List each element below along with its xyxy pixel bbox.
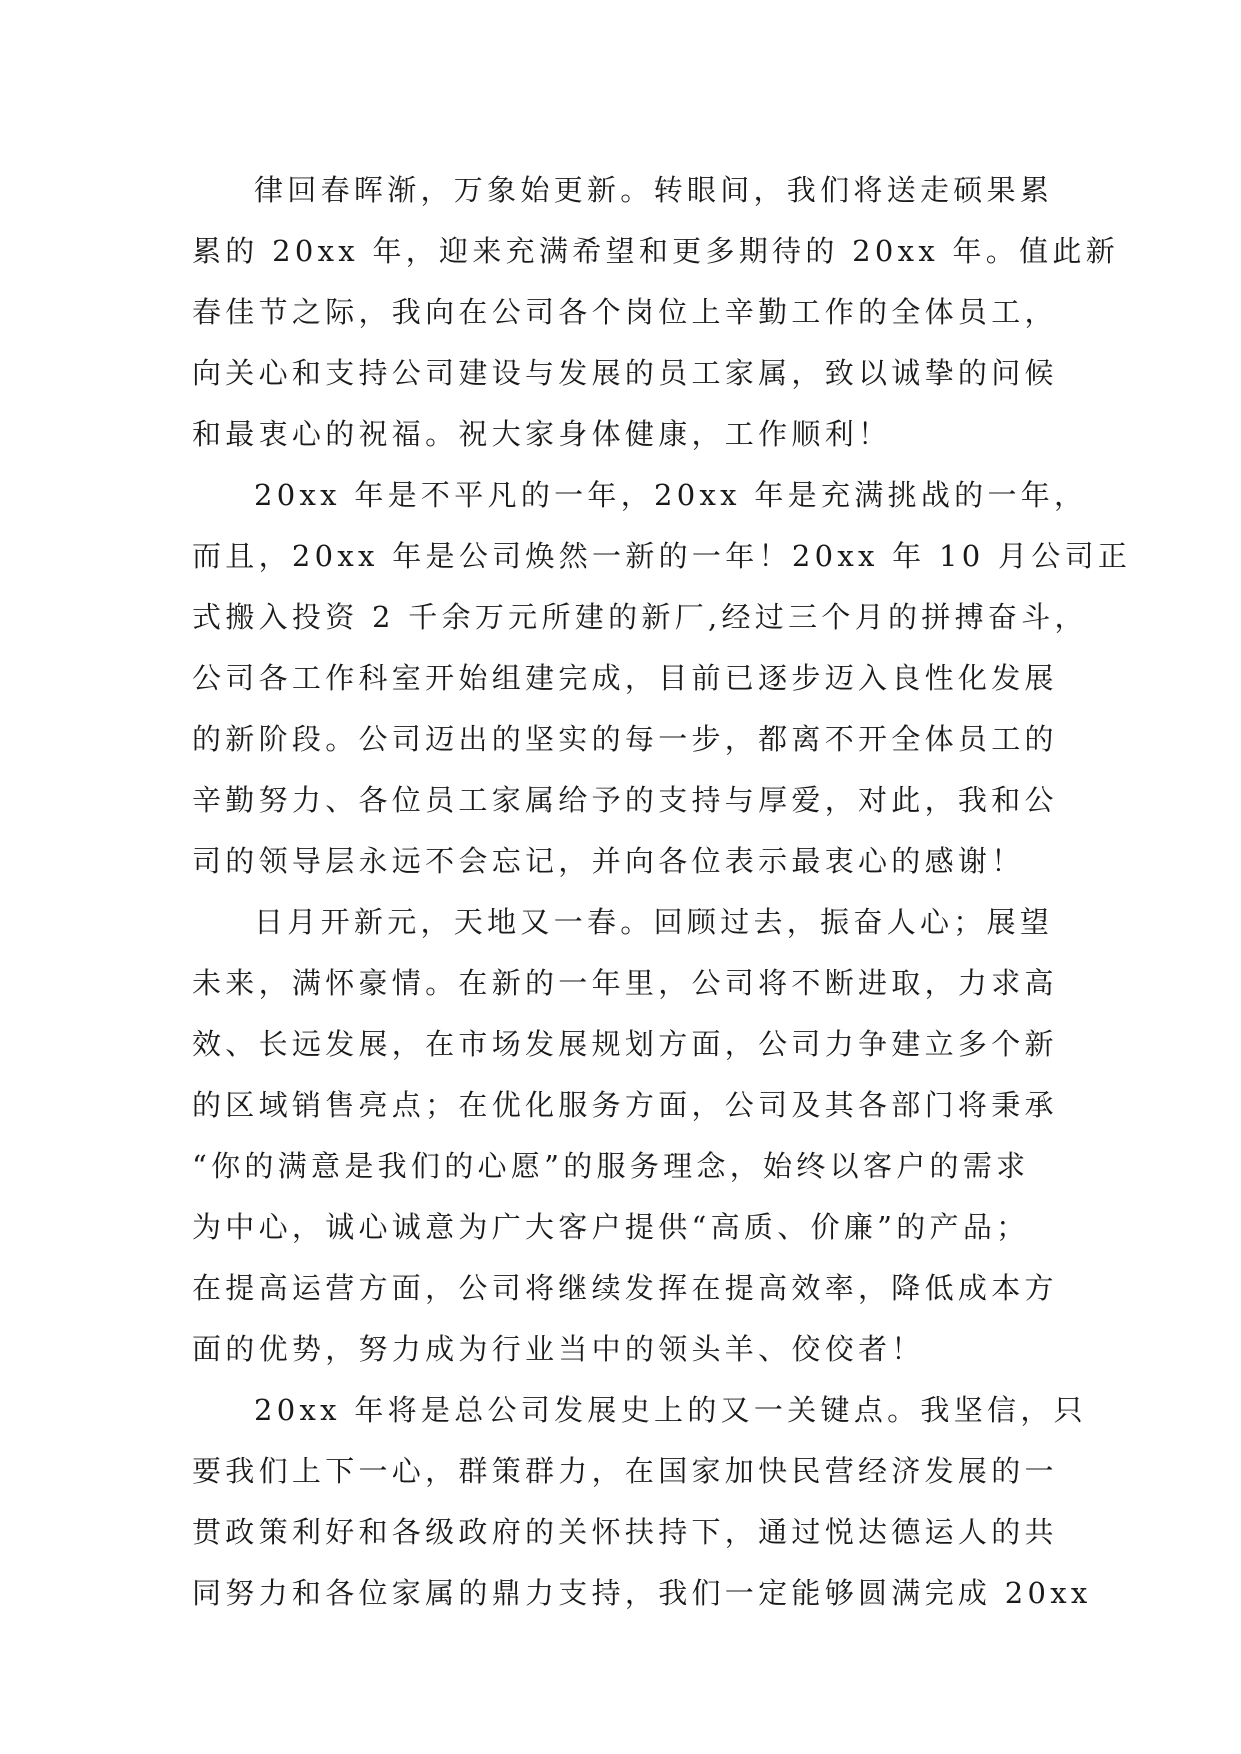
text-line: 式搬入投资 2 千余万元所建的新厂,经过三个月的拼搏奋斗， bbox=[192, 600, 1088, 634]
text-line: 而且，20xx 年是公司焕然一新的一年！20xx 年 10 月公司正 bbox=[192, 539, 1132, 573]
text-line: 贯政策利好和各级政府的关怀扶持下，通过悦达德运人的共 bbox=[192, 1515, 1058, 1549]
paragraph-3 bbox=[192, 892, 1058, 1380]
text-line: 为中心，诚心诚意为广大客户提供“高质、价廉”的产品； bbox=[192, 1210, 1030, 1244]
text-line: 和最衷心的祝福。祝大家身体健康，工作顺利！ bbox=[192, 417, 892, 451]
text-line: 司的领导层永远不会忘记，并向各位表示最衷心的感谢！ bbox=[192, 844, 1025, 878]
text-line: 未来，满怀豪情。在新的一年里，公司将不断进取，力求高 bbox=[192, 966, 1058, 1000]
text-line: 律回春晖渐，万象始更新。转眼间，我们将送走硕果累 bbox=[254, 173, 1054, 207]
text-line: 向关心和支持公司建设与发展的员工家属，致以诚挚的问候 bbox=[192, 356, 1058, 390]
document-body bbox=[192, 160, 1132, 1624]
text-line: 累的 20xx 年，迎来充满希望和更多期待的 20xx 年。值此新 bbox=[192, 234, 1119, 268]
text-line: 面的优势，努力成为行业当中的领头羊、佼佼者！ bbox=[192, 1332, 925, 1366]
text-line: 在提高运营方面，公司将继续发挥在提高效率，降低成本方 bbox=[192, 1271, 1058, 1305]
text-line: 春佳节之际，我向在公司各个岗位上辛勤工作的全体员工， bbox=[192, 295, 1058, 329]
text-line: 效、长远发展，在市场发展规划方面，公司力争建立多个新 bbox=[192, 1027, 1058, 1061]
text-line: 要我们上下一心，群策群力，在国家加快民营经济发展的一 bbox=[192, 1454, 1058, 1488]
text-line: 的新阶段。公司迈出的坚实的每一步，都离不开全体员工的 bbox=[192, 722, 1058, 756]
text-line: 20xx 年是不平凡的一年，20xx 年是充满挑战的一年， bbox=[254, 478, 1088, 512]
text-line: “你的满意是我们的心愿”的服务理念，始终以客户的需求 bbox=[192, 1149, 1030, 1183]
paragraph-1 bbox=[192, 160, 1119, 465]
text-line: 20xx 年将是总公司发展史上的又一关键点。我坚信，只 bbox=[254, 1393, 1087, 1427]
text-line: 日月开新元，天地又一春。回顾过去，振奋人心；展望 bbox=[254, 905, 1054, 939]
text-line: 辛勤努力、各位员工家属给予的支持与厚爱，对此，我和公 bbox=[192, 783, 1058, 817]
paragraph-2 bbox=[192, 465, 1132, 892]
text-line: 同努力和各位家属的鼎力支持，我们一定能够圆满完成 20xx bbox=[192, 1576, 1092, 1610]
paragraph-4 bbox=[192, 1380, 1092, 1624]
text-line: 公司各工作科室开始组建完成，目前已逐步迈入良性化发展 bbox=[192, 661, 1058, 695]
text-line: 的区域销售亮点；在优化服务方面，公司及其各部门将秉承 bbox=[192, 1088, 1058, 1122]
